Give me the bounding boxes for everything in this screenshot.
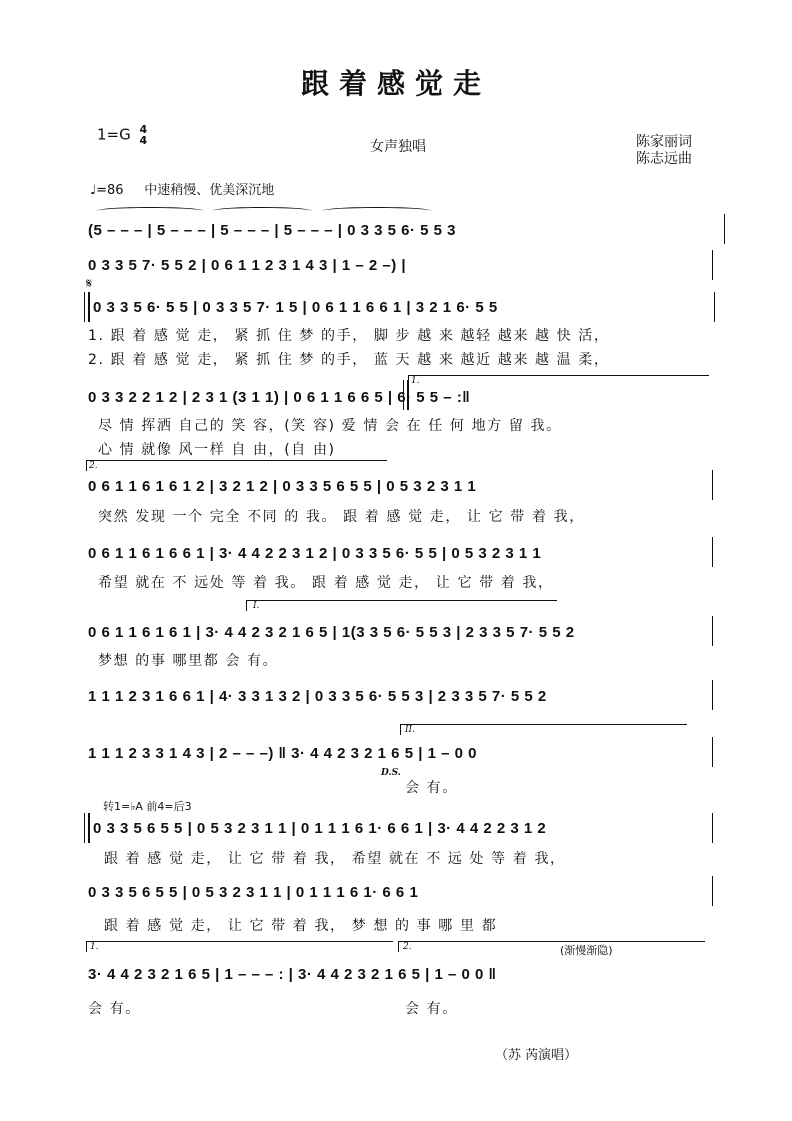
score-row-9: 1 1 1 2 3 3 1 4 3 | 2 – – –) ‖ 3· 4 4 2 3 2 1 6 5 | 1 – 0 0 — [88, 745, 477, 762]
lyrics-row-12-volta-2: 会 有。 — [405, 1001, 458, 1017]
expression-mark: 中速稍慢、优美深沉地 — [144, 183, 275, 198]
dynamics-mark: (渐慢渐隐) — [560, 944, 613, 957]
ds-mark: D.S. — [381, 768, 401, 778]
barline — [712, 737, 713, 767]
lyrics-row-4-verse-2: 心 情 就像 风一样 自 由，(自 由) — [98, 442, 336, 458]
repeat-start — [84, 292, 90, 322]
volta-label-1b: 1. — [90, 942, 99, 952]
tie — [212, 207, 312, 215]
composer: 陈志远曲 — [636, 151, 692, 167]
barline — [712, 680, 713, 710]
barline — [712, 813, 713, 843]
credits — [636, 134, 692, 168]
volta-label-2: 2. — [89, 461, 98, 471]
score-row-10: 0 3 3 5 6 5 5 | 0 5 3 2 3 1 1 | 0 1 1 1 6 1· 6 6 1 | 3· 4 4 2 2 3 1 2 — [93, 820, 547, 837]
key-label: 1=G — [97, 125, 131, 144]
segno-mark: 𝄋 — [86, 276, 93, 292]
barline — [712, 876, 713, 906]
score-row-6: 0 6 1 1 6 1 6 6 1 | 3· 4 4 2 2 3 1 2 | 0 3 3 5 6· 5 5 | 0 5 3 2 3 1 1 — [88, 545, 542, 562]
volta-label-I: I. — [253, 601, 260, 611]
time-signature: 4 4 — [139, 123, 148, 147]
score-row-8: 1 1 1 2 3 1 6 6 1 | 4· 3 3 1 3 2 | 0 3 3 5 6· 5 5 3 | 2 3 3 5 7· 5 5 2 — [88, 688, 547, 705]
volta-bracket-1 — [408, 375, 709, 386]
lyrics-row-6: 希望 就在 不 远处 等 着 我。 跟 着 感 觉 走， 让 它 带 着 我， — [98, 575, 554, 591]
tie — [322, 207, 432, 215]
score-row-11: 0 3 3 5 6 5 5 | 0 5 3 2 3 1 1 | 0 1 1 1 6 1· 6 6 1 — [88, 884, 419, 901]
lyrics-row-10: 跟 着 感 觉 走， 让 它 带 着 我， 希望 就在 不 远 处 等 着 我， — [104, 851, 566, 867]
volta-bracket-2 — [86, 460, 387, 471]
barline — [403, 380, 409, 410]
barline — [712, 616, 713, 646]
volta-label-2b: 2. — [403, 942, 412, 952]
barline — [724, 214, 725, 244]
score-row-4: 0 3 3 2 2 1 2 | 2 3 1 (3 1 1) | 0 6 1 1 6 6 5 | 6· 5 5 – :‖ — [88, 389, 471, 406]
score-row-12: 3· 4 4 2 3 2 1 6 5 | 1 – – – : | 3· 4 4 2 3 2 1 6 5 | 1 – 0 0 ‖ — [88, 966, 497, 983]
lyrics-row-3-verse-2: 2. 跟 着 感 觉 走， 紧 抓 住 梦 的手， 蓝 天 越 来 越近 越来 越 温 柔， — [88, 352, 610, 368]
volta-bracket-I — [246, 600, 557, 611]
volta-bracket-2b — [398, 941, 705, 952]
volta-label-II: II. — [405, 725, 415, 735]
lyrics-row-4-verse-1: 尽 情 挥洒 自己的 笑 容，(笑 容) 爱 情 会 在 任 何 地方 留 我。 — [98, 418, 562, 434]
modulation-mark: 转1=♭A 前4=后3 — [103, 800, 192, 813]
tie — [96, 207, 204, 215]
volta-bracket-1b — [86, 941, 393, 952]
score-row-5: 0 6 1 1 6 1 6 1 2 | 3 2 1 2 | 0 3 3 5 6 5 5 | 0 5 3 2 3 1 1 — [88, 478, 477, 495]
lyrics-row-5: 突然 发现 一个 完全 不同 的 我。 跟 着 感 觉 走， 让 它 带 着 我， — [98, 509, 585, 525]
tempo-mark: ♩=86 — [90, 183, 124, 198]
key-signature — [97, 124, 147, 146]
score-row-2: 0 3 3 5 7· 5 5 2 | 0 6 1 1 2 3 1 4 3 | 1 – 2 –) | — [88, 257, 407, 274]
lyrics-row-12-volta-1: 会 有。 — [88, 1001, 141, 1017]
tempo — [90, 179, 274, 198]
barline — [712, 250, 713, 280]
lyrics-row-7: 梦想 的事 哪里都 会 有。 — [98, 653, 279, 669]
score-row-7: 0 6 1 1 6 1 6 1 | 3· 4 4 2 3 2 1 6 5 | 1(3 3 5 6· 5 5 3 | 2 3 3 5 7· 5 5 2 — [88, 624, 575, 641]
lyricist: 陈家丽词 — [636, 134, 692, 150]
barline — [714, 292, 715, 322]
lyrics-row-11: 跟 着 感 觉 走， 让 它 带 着 我， 梦 想 的 事 哪 里 都 — [104, 918, 498, 934]
barline — [712, 470, 713, 500]
volta-label-1: 1. — [411, 376, 420, 386]
volta-bracket-II — [400, 724, 687, 735]
lyrics-row-3-verse-1: 1. 跟 着 感 觉 走， 紧 抓 住 梦 的手， 脚 步 越 来 越轻 越来 越 快 活， — [88, 328, 610, 344]
page-title: 跟着感觉走 — [300, 67, 491, 100]
score-row-1: (5 – – – | 5 – – – | 5 – – – | 5 – – – | 0 3 3 5 6· 5 5 3 — [88, 222, 457, 239]
lyrics-row-9: 会 有。 — [405, 780, 458, 796]
subtitle: 女声独唱 — [370, 139, 426, 155]
barline — [712, 537, 713, 567]
repeat-start — [84, 813, 90, 843]
performer-credit: （苏 芮演唱） — [495, 1048, 578, 1063]
score-row-3: 0 3 3 5 6· 5 5 | 0 3 3 5 7· 1 5 | 0 6 1 1 6 6 1 | 3 2 1 6· 5 5 — [93, 299, 498, 316]
